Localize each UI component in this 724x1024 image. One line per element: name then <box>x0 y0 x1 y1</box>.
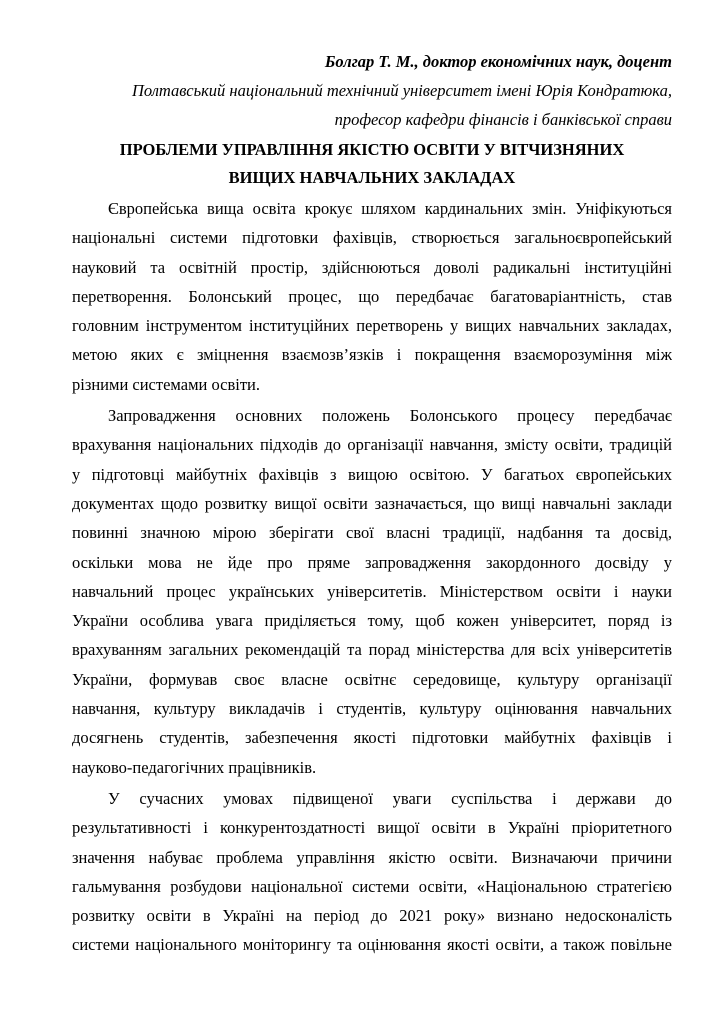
article-title <box>72 136 672 192</box>
text-line: науковий та освітній простір, здійснюються доволі радикальні інституційні <box>72 257 672 277</box>
text-line: досягнень студентів, забезпечення якості підготовки майбутніх фахівців і <box>72 728 672 748</box>
text-line: різними системами освіти. <box>72 374 260 394</box>
text-line: України особлива увага приділяється тому, щоб кожен університет, поряд із <box>72 611 672 631</box>
text-line: У сучасних умовах підвищеної уваги суспільства і держави до <box>108 788 672 808</box>
title-line: ВИЩИХ НАВЧАЛЬНИХ ЗАКЛАДАХ <box>228 168 516 187</box>
text-line: результативності і конкурентоздатності вищої освіти в Україні пріоритетного <box>72 818 672 838</box>
affiliation-line: професор кафедри фінансів і банківської справи <box>334 110 672 129</box>
text-line: Запровадження основних положень Болонського процесу передбачає <box>108 406 672 426</box>
text-line: врахування національних підходів до організації навчання, змісту освіти, традицій <box>72 435 672 455</box>
text-line: головним інструментом інституційних перетворень у вищих навчальних закладах, <box>72 316 672 336</box>
document-page <box>72 48 672 960</box>
text-line: гальмування розбудови національної системи освіти, «Національною стратегією <box>72 876 672 896</box>
text-line: Європейська вища освіта крокує шляхом кардинальних змін. Уніфікуються <box>108 199 672 218</box>
text-line: системи національного моніторингу та оцінювання якості освіти, а також повільне <box>72 935 672 955</box>
text-line: документах щодо розвитку вищої освіти зазначається, що вищі навчальні заклади <box>72 493 672 513</box>
paragraph <box>72 401 672 782</box>
text-line: навчальний процес українських університетів. Міністерством освіти і науки <box>72 581 672 601</box>
text-line: розвитку освіти в Україні на період до 2021 року» визнано недосконалість <box>72 906 672 926</box>
text-line: оскільки мова не йде про пряме запровадження закордонного досвіду у <box>72 552 672 572</box>
author-line: Болгар Т. М., доктор економічних наук, доцент <box>324 52 672 71</box>
text-line: науково-педагогічних працівників. <box>72 757 317 777</box>
title-line: ПРОБЛЕМИ УПРАВЛІННЯ ЯКІСТЮ ОСВІТИ У ВІТЧИЗНЯНИХ <box>119 140 625 159</box>
text-line: значення набуває проблема управління якістю освіти. Визначаючи причини <box>72 847 672 867</box>
text-line: навчання, культуру викладачів і студентів, культуру оцінювання навчальних <box>72 699 672 719</box>
affiliation-line: Полтавський національний технічний університет імені Юрія Кондратюка, <box>131 81 672 100</box>
text-line: України, формував своє власне освітнє середовище, культуру організації <box>72 669 672 689</box>
text-line: врахуванням загальних рекомендацій та порад міністерства для всіх університетів <box>72 640 672 660</box>
paragraph <box>72 194 672 399</box>
paragraph <box>72 784 672 960</box>
text-line: у підготовці майбутніх фахівців з вищою освітою. У багатьох європейських <box>72 464 672 484</box>
article-body <box>72 194 672 960</box>
text-line: перетворення. Болонський процес, що передбачає багатоваріантність, став <box>72 286 672 306</box>
text-line: метою яких є зміцнення взаємозв’язків і покращення взаєморозуміння між <box>72 345 672 365</box>
text-line: повинні значною мірою зберігати свої власні традиції, надбання та досвід, <box>72 523 672 543</box>
text-line: національні системи підготовки фахівців, створюється загальноєвропейський <box>72 228 672 248</box>
